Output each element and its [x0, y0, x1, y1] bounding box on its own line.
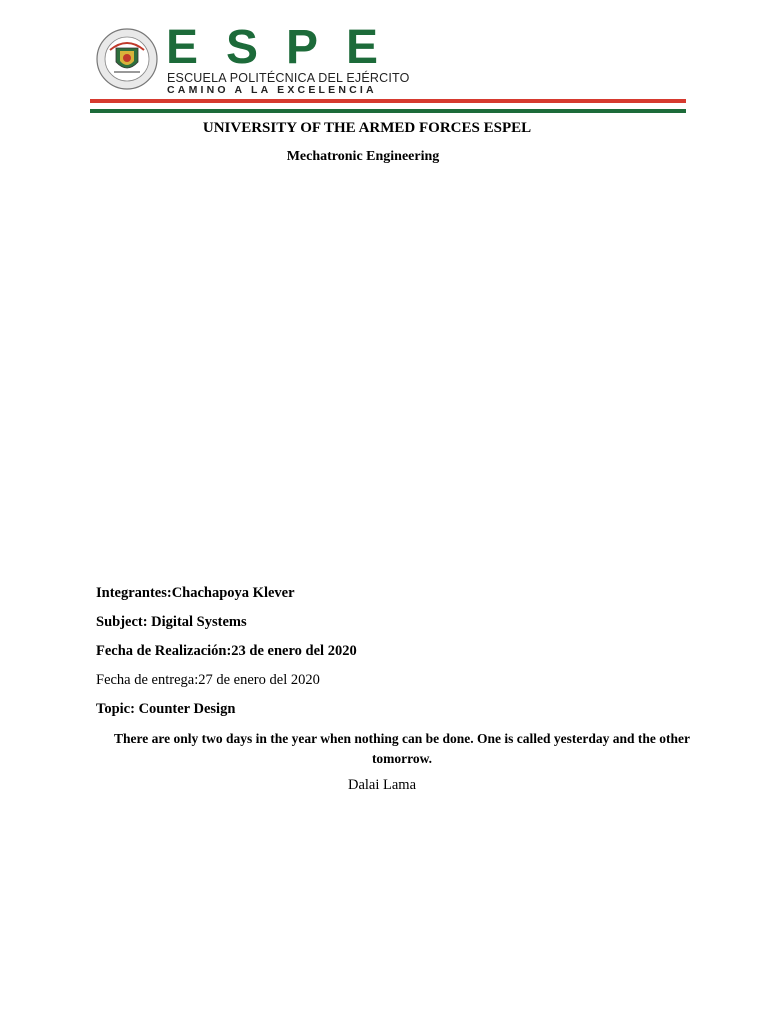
- logo-wordmark: ESPE: [166, 21, 407, 74]
- logo-tagline: CAMINO A LA EXCELENCIA: [167, 84, 377, 96]
- red-divider: [90, 99, 686, 103]
- integrantes-field: Integrantes:Chachapoya Klever: [96, 585, 295, 601]
- quote-text: There are only two days in the year when nothing can be done. One is called yesterday and the other tomorrow.: [113, 731, 690, 766]
- espe-logo: [94, 21, 410, 96]
- subject-field: Subject: Digital Systems: [96, 614, 247, 630]
- career-title: Mechatronic Engineering: [286, 149, 440, 164]
- espe-seal-icon: [96, 28, 158, 90]
- topic-field: Topic: Counter Design: [96, 701, 236, 717]
- fecha-realizacion-field: Fecha de Realización:23 de enero del 2020: [96, 643, 357, 659]
- logo-subtitle: ESCUELA POLITÉCNICA DEL EJÉRCITO: [167, 71, 410, 85]
- university-title: UNIVERSITY OF THE ARMED FORCES ESPEL: [202, 120, 532, 136]
- green-divider: [90, 109, 686, 113]
- fecha-entrega-field: Fecha de entrega:27 de enero del 2020: [96, 672, 320, 688]
- quote-author: Dalai Lama: [347, 777, 417, 793]
